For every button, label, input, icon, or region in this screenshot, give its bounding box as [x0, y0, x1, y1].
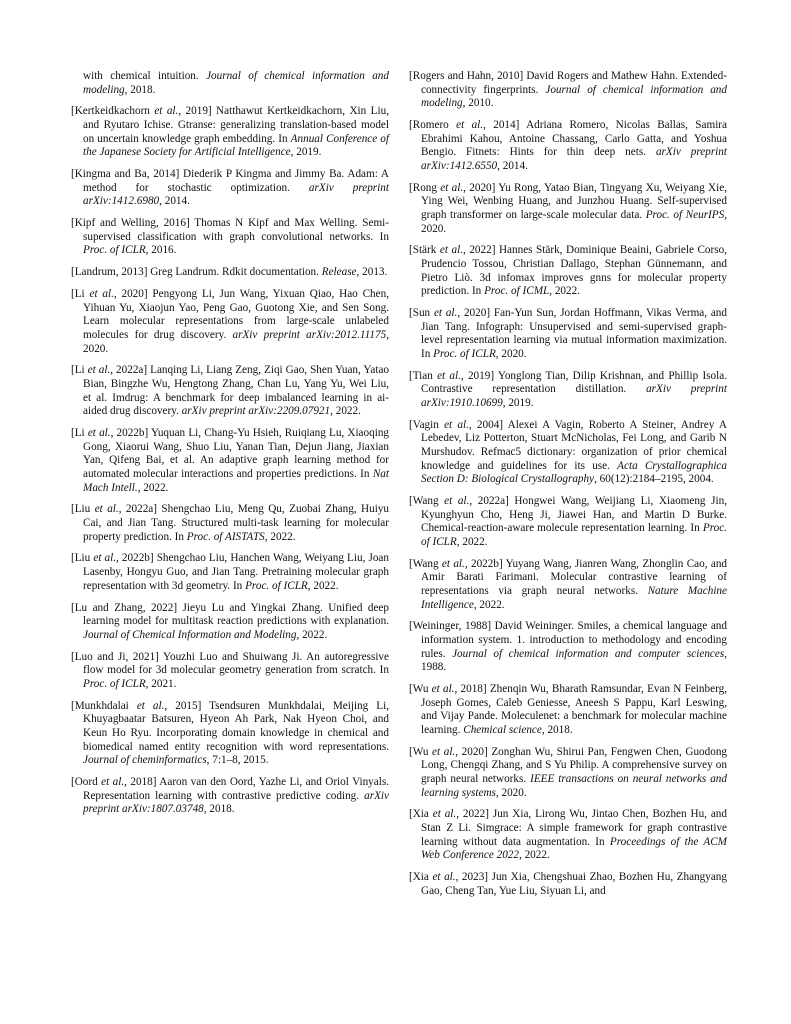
reference-text: , 2022a] Hongwei Wang, Weijiang Li, Xiaomeng Jin, Kyunghyun Cho, Heng Ji, Jiawei Han, and Martin D Burke. Chemical-reaction-aware molecule representation learning. In [421, 495, 727, 535]
reference-text: , 2022. [473, 598, 505, 611]
reference-text: , 2020. [421, 208, 728, 235]
reference-italic-text: et al. [93, 552, 117, 565]
reference-italic-text: et al. [154, 105, 179, 118]
reference-text: , 2022] Hannes Stärk, Dominique Beaini, Gabriele Corso, Prudencio Tossou, Christian Dallago, Stephan Günnemann, and Pietro Liò. 3d infomax improves gnns for molecular property prediction. In [421, 244, 727, 298]
reference-text: , 2022. [549, 285, 580, 298]
reference-italic-text: Proc. of NeurIPS [645, 208, 725, 221]
reference-entry [409, 119, 727, 173]
reference-text: , 2018] Aaron van den Oord, Yazhe Li, and Oriol Vinyals. Representation learning with contrastive predictive coding. [83, 775, 389, 802]
reference-text: , 2019. [502, 396, 534, 409]
reference-italic-text: Annual Conference of the Japanese Society for Artificial Intelligence [83, 132, 389, 159]
reference-entry [71, 602, 389, 643]
reference-text: , 2010. [462, 97, 494, 110]
reference-text: , 7:1–8, 2015. [206, 754, 269, 767]
reference-italic-text: et al. [89, 288, 114, 301]
reference-text: , 2022. [518, 849, 550, 862]
reference-entry [71, 651, 389, 692]
reference-italic-text: Proc. of ICLR [421, 522, 727, 548]
reference-text: , 2022b] Shengchao Liu, Hanchen Wang, Weiyang Liu, Joan Lasenby, Hongyu Guo, and Jian Tang. Pretraining molecular graph representation with 3d geometry. In [83, 552, 389, 592]
reference-text: , 2018. [203, 803, 235, 816]
reference-italic-text: Nat Mach Intell. [83, 467, 389, 494]
reference-entry [409, 871, 727, 898]
reference-entry [409, 746, 727, 800]
reference-entry [71, 364, 389, 418]
reference-italic-text: et al. [441, 557, 465, 570]
reference-italic-text: Chemical science [463, 723, 542, 736]
reference-text: [Xia [409, 871, 433, 884]
reference-text: , 2022. [330, 405, 361, 418]
reference-italic-text: arXiv preprint arXiv:2209.07921 [181, 405, 331, 418]
reference-text: , 60(12):2184–2195, 2004. [594, 473, 714, 486]
reference-text: , 1988. [421, 647, 727, 674]
references-right-column [409, 70, 727, 907]
reference-text: , 2022a] Shengchao Liu, Meng Qu, Zuobai Zhang, Huiyu Cai, and Jian Tang. Structured multi-task learning for molecular property prediction. In [83, 503, 390, 543]
reference-text: , 2018] Zhenqin Wu, Bharath Ramsundar, Evan N Feinberg, Joseph Gomes, Caleb Geniesse, Aneesh S Pappu, Karl Leswing, and Vijay Pande. Moleculenet: a benchmark for molecular machine learning. [421, 683, 727, 736]
reference-italic-text: et al. [444, 495, 470, 508]
reference-italic-text: et al. [432, 745, 456, 758]
reference-text: [Romero [409, 119, 457, 132]
reference-entry [71, 503, 389, 544]
reference-text: [Wu [409, 745, 433, 758]
reference-entry [409, 70, 727, 111]
reference-text: , 2015] Tsendsuren Munkhdalai, Meijing Li, Khuyagbaatar Batsuren, Hyeon Ah Park, Nak Hyeon Choi, and Keun Ho Ryu. Incorporating domain knowledge in chemical and biomedical named entity recognition with word representations. [83, 699, 389, 753]
reference-italic-text: Proc. of ICLR [83, 677, 146, 690]
reference-italic-text: et al. [440, 181, 464, 194]
reference-entry [71, 288, 389, 356]
reference-text: , 2022. [296, 628, 328, 641]
reference-entry [409, 307, 727, 361]
reference-entry [409, 620, 727, 674]
reference-text: , 2004] Alexei A Vagin, Roberto A Steiner, Andrey A Lebedev, Liz Potterton, Stuart McNicholas, Fei Long, and Garib N Murshudov. Refmac5 dictionary: organization of prior chemical knowledge and guidelines for its use. [421, 418, 727, 472]
reference-text: with chemical intuition. [83, 70, 207, 82]
reference-text: , 2020. [83, 328, 389, 355]
reference-text: [Wu [409, 683, 432, 696]
reference-text: [Rogers and Hahn, 2010] David Rogers and Mathew Hahn. Extended-connectivity fingerprints. [409, 70, 727, 96]
reference-entry [409, 558, 727, 612]
reference-text: [Lu and Zhang, 2022] Jieyu Lu and Yingkai Zhang. Unified deep learning model for multitask reaction predictions with explanation. [71, 601, 389, 628]
reference-entry [409, 244, 727, 298]
reference-entry [71, 168, 389, 209]
reference-text: [Rong [409, 181, 441, 194]
reference-text: [Landrum, 2013] Greg Landrum. Rdkit documentation. [71, 266, 322, 279]
reference-text: [Kipf and Welling, 2016] Thomas N Kipf and Max Welling. Semi-supervised classification with graph convolutional networks. In [71, 217, 389, 243]
reference-italic-text: et al. [437, 369, 461, 382]
reference-italic-text: et al. [432, 871, 456, 884]
reference-text: , 2016. [145, 244, 177, 257]
reference-text: [Li [71, 364, 88, 377]
reference-entry [71, 700, 389, 768]
reference-entry [409, 808, 727, 862]
reference-italic-text: et al. [444, 418, 469, 431]
reference-entry [71, 266, 389, 280]
reference-text: [Wang [409, 557, 442, 570]
reference-italic-text: et al. [94, 503, 119, 516]
reference-text: , 2018. [124, 83, 156, 96]
reference-text: , 2023] Jun Xia, Chengshuai Zhao, Bozhen Hu, Zhangyang Gao, Cheng Tan, Yue Liu, Siyuan Li, and [421, 871, 727, 897]
reference-text: [Kertkeidkachorn [71, 105, 155, 118]
reference-text: [Vagin [409, 418, 445, 431]
reference-italic-text: Journal of cheminformatics [83, 754, 207, 767]
reference-text: [Wang [409, 495, 445, 508]
reference-text: [Stärk [409, 244, 440, 257]
reference-text: , 2022b] Yuquan Li, Chang-Yu Hsieh, Ruiqiang Lu, Xiaoqing Gong, Xiaorui Wang, Shuo Liu, Yanan Tian, Dejun Jiang, Jiaxian Yan, Qifeng Bai, et al. An adaptive graph learning method for automated molecular interactions and properties predictions. In [83, 427, 390, 480]
reference-italic-text: et al. [439, 244, 463, 257]
reference-italic-text: et al. [87, 427, 111, 440]
reference-italic-text: Proc. of ICLR [245, 579, 308, 592]
reference-text: , 2020. [495, 786, 527, 799]
reference-text: , 2020] Pengyong Li, Jun Wang, Yixuan Qiao, Hao Chen, Yihuan Yu, Xiaojun Yao, Peng Gao, Guotong Xie, and Sen Song. Learn molecular representations from large-scale unlabeled molecules for drug discovery. [83, 288, 389, 341]
reference-entry [409, 182, 727, 236]
reference-italic-text: et al. [101, 775, 125, 788]
reference-italic-text: Journal of chemical information and modeling [83, 70, 389, 96]
reference-italic-text: IEEE transactions on neural networks and learning systems [421, 772, 727, 799]
reference-text: , 2022. [264, 530, 296, 543]
reference-italic-text: arXiv preprint arXiv:1412.6550 [421, 146, 727, 172]
reference-text: , 2020] Yu Rong, Yatao Bian, Tingyang Xu, Weiyang Xie, Ying Wei, Wenbing Huang, and Junzhou Huang. Self-supervised graph transformer on large-scale molecular data. [421, 181, 727, 221]
reference-entry [71, 552, 389, 593]
reference-italic-text: Journal of chemical information and modeling [421, 83, 727, 110]
reference-text: , 2022a] Lanqing Li, Liang Zeng, Ziqi Gao, Shen Yuan, Yatao Bian, Bingzhe Wu, Hengtong Zhang, Chan Lu, Yang Yu, Wei Liu, et al. Imdrug: A benchmark for deep imbalanced learning in ai-aided drug discovery. [83, 364, 390, 418]
reference-text: , 2022b] Yuyang Wang, Jianren Wang, Zhonglin Cao, and Amir Barati Farimani. Molecular contrastive learning of representations via graph neural networks. [421, 557, 728, 597]
reference-entry [71, 70, 389, 97]
reference-text: , 2014. [159, 195, 190, 208]
reference-italic-text: Journal of Chemical Information and Modeling [83, 628, 297, 641]
reference-text: [Li [71, 288, 90, 301]
reference-text: , 2022. [137, 481, 169, 494]
reference-entry [71, 105, 389, 159]
reference-italic-text: Proc. of ICML [484, 285, 550, 298]
reference-italic-text: et al. [433, 307, 458, 320]
reference-entry [409, 419, 727, 487]
reference-italic-text: Proc. of AISTATS [186, 530, 265, 543]
reference-text: [Kingma and Ba, 2014] Diederik P Kingma and Jimmy Ba. Adam: A method for stochastic optimization. [71, 168, 389, 194]
reference-text: , 2019] Natthawut Kertkeidkachorn, Xin Liu, and Ryutaro Ichise. Gtranse: generalizing translation-based model on uncertain knowledge graph embedding. In [83, 105, 389, 145]
reference-text: , 2022. [456, 535, 488, 548]
reference-italic-text: et al. [432, 808, 457, 821]
reference-italic-text: arXiv preprint arXiv:1807.03748 [83, 789, 389, 816]
reference-italic-text: Proc. of ICLR [83, 244, 146, 257]
reference-italic-text: arXiv preprint arXiv:2012.11175 [232, 328, 387, 341]
reference-text: , 2013. [356, 266, 388, 279]
reference-text: , 2014. [497, 159, 528, 172]
reference-entry [409, 370, 727, 411]
reference-entry [409, 495, 727, 549]
reference-text: [Munkhdalai [71, 699, 137, 712]
reference-text: , 2021. [145, 677, 177, 690]
reference-text: [Luo and Ji, 2021] Youzhi Luo and Shuiwang Ji. An autoregressive flow model for 3d molecular geometry generation from scratch. In [71, 650, 389, 677]
reference-italic-text: arXiv preprint arXiv:1412.6980 [83, 181, 389, 208]
reference-text: [Oord [71, 775, 102, 788]
reference-text: , 2019] Yonglong Tian, Dilip Krishnan, and Phillip Isola. Contrastive representation distillation. [421, 369, 727, 396]
reference-italic-text: Proceedings of the ACM Web Conference 2022 [421, 835, 727, 862]
reference-text: , 2014] Adriana Romero, Nicolas Ballas, Samira Ebrahimi Kahou, Antoine Chassang, Carlo Gatta, and Yoshua Bengio. Fitnets: Hints for thin deep nets. [421, 119, 727, 159]
reference-italic-text: arXiv preprint arXiv:1910.10699 [421, 383, 727, 409]
reference-text: , 2020] Zonghan Wu, Shirui Pan, Fengwen Chen, Guodong Long, Chengqi Zhang, and S Yu Philip. A comprehensive survey on graph neural networks. [421, 745, 728, 785]
reference-text: [Liu [71, 503, 95, 516]
reference-text: , 2018. [541, 723, 573, 736]
reference-text: [Liu [71, 552, 94, 565]
reference-text: , 2022] Jun Xia, Lirong Wu, Jintao Chen, Bozhen Hu, and Stan Z Li. Simgrace: A simple framework for graph contrastive learning without data augmentation. In [421, 808, 727, 848]
reference-italic-text: Release [321, 266, 357, 279]
reference-italic-text: Journal of chemical information and computer sciences [452, 647, 725, 660]
reference-text: , 2019. [290, 146, 322, 159]
reference-text: , 2020. [495, 347, 527, 360]
reference-italic-text: Nature Machine Intelligence [421, 584, 727, 611]
references-left-column [71, 70, 389, 825]
reference-italic-text: Proc. of ICLR [433, 347, 496, 360]
reference-text: [Weininger, 1988] David Weininger. Smiles, a chemical language and information system. 1. introduction to methodology and encoding rules. [409, 620, 727, 660]
reference-entry [71, 776, 389, 817]
reference-entry [71, 427, 389, 495]
reference-italic-text: et al. [136, 699, 165, 712]
reference-italic-text: et al. [431, 683, 455, 696]
reference-text: [Xia [409, 808, 433, 821]
reference-text: [Sun [409, 307, 434, 320]
reference-text: [Tian [409, 369, 438, 382]
reference-italic-text: et al. [456, 119, 484, 132]
reference-italic-text: Acta Crystallographica Section D: Biological Crystallography [421, 459, 727, 486]
reference-text: , 2020] Fan-Yun Sun, Jordan Hoffmann, Vikas Verma, and Jian Tang. Infograph: Unsupervised and semi-supervised graph-level representation learning via mutual information maximization. In [421, 307, 727, 360]
reference-text: , 2022. [307, 579, 339, 592]
reference-text: [Li [71, 427, 88, 440]
reference-entry [71, 217, 389, 258]
reference-entry [409, 683, 727, 737]
reference-italic-text: et al. [87, 364, 111, 377]
